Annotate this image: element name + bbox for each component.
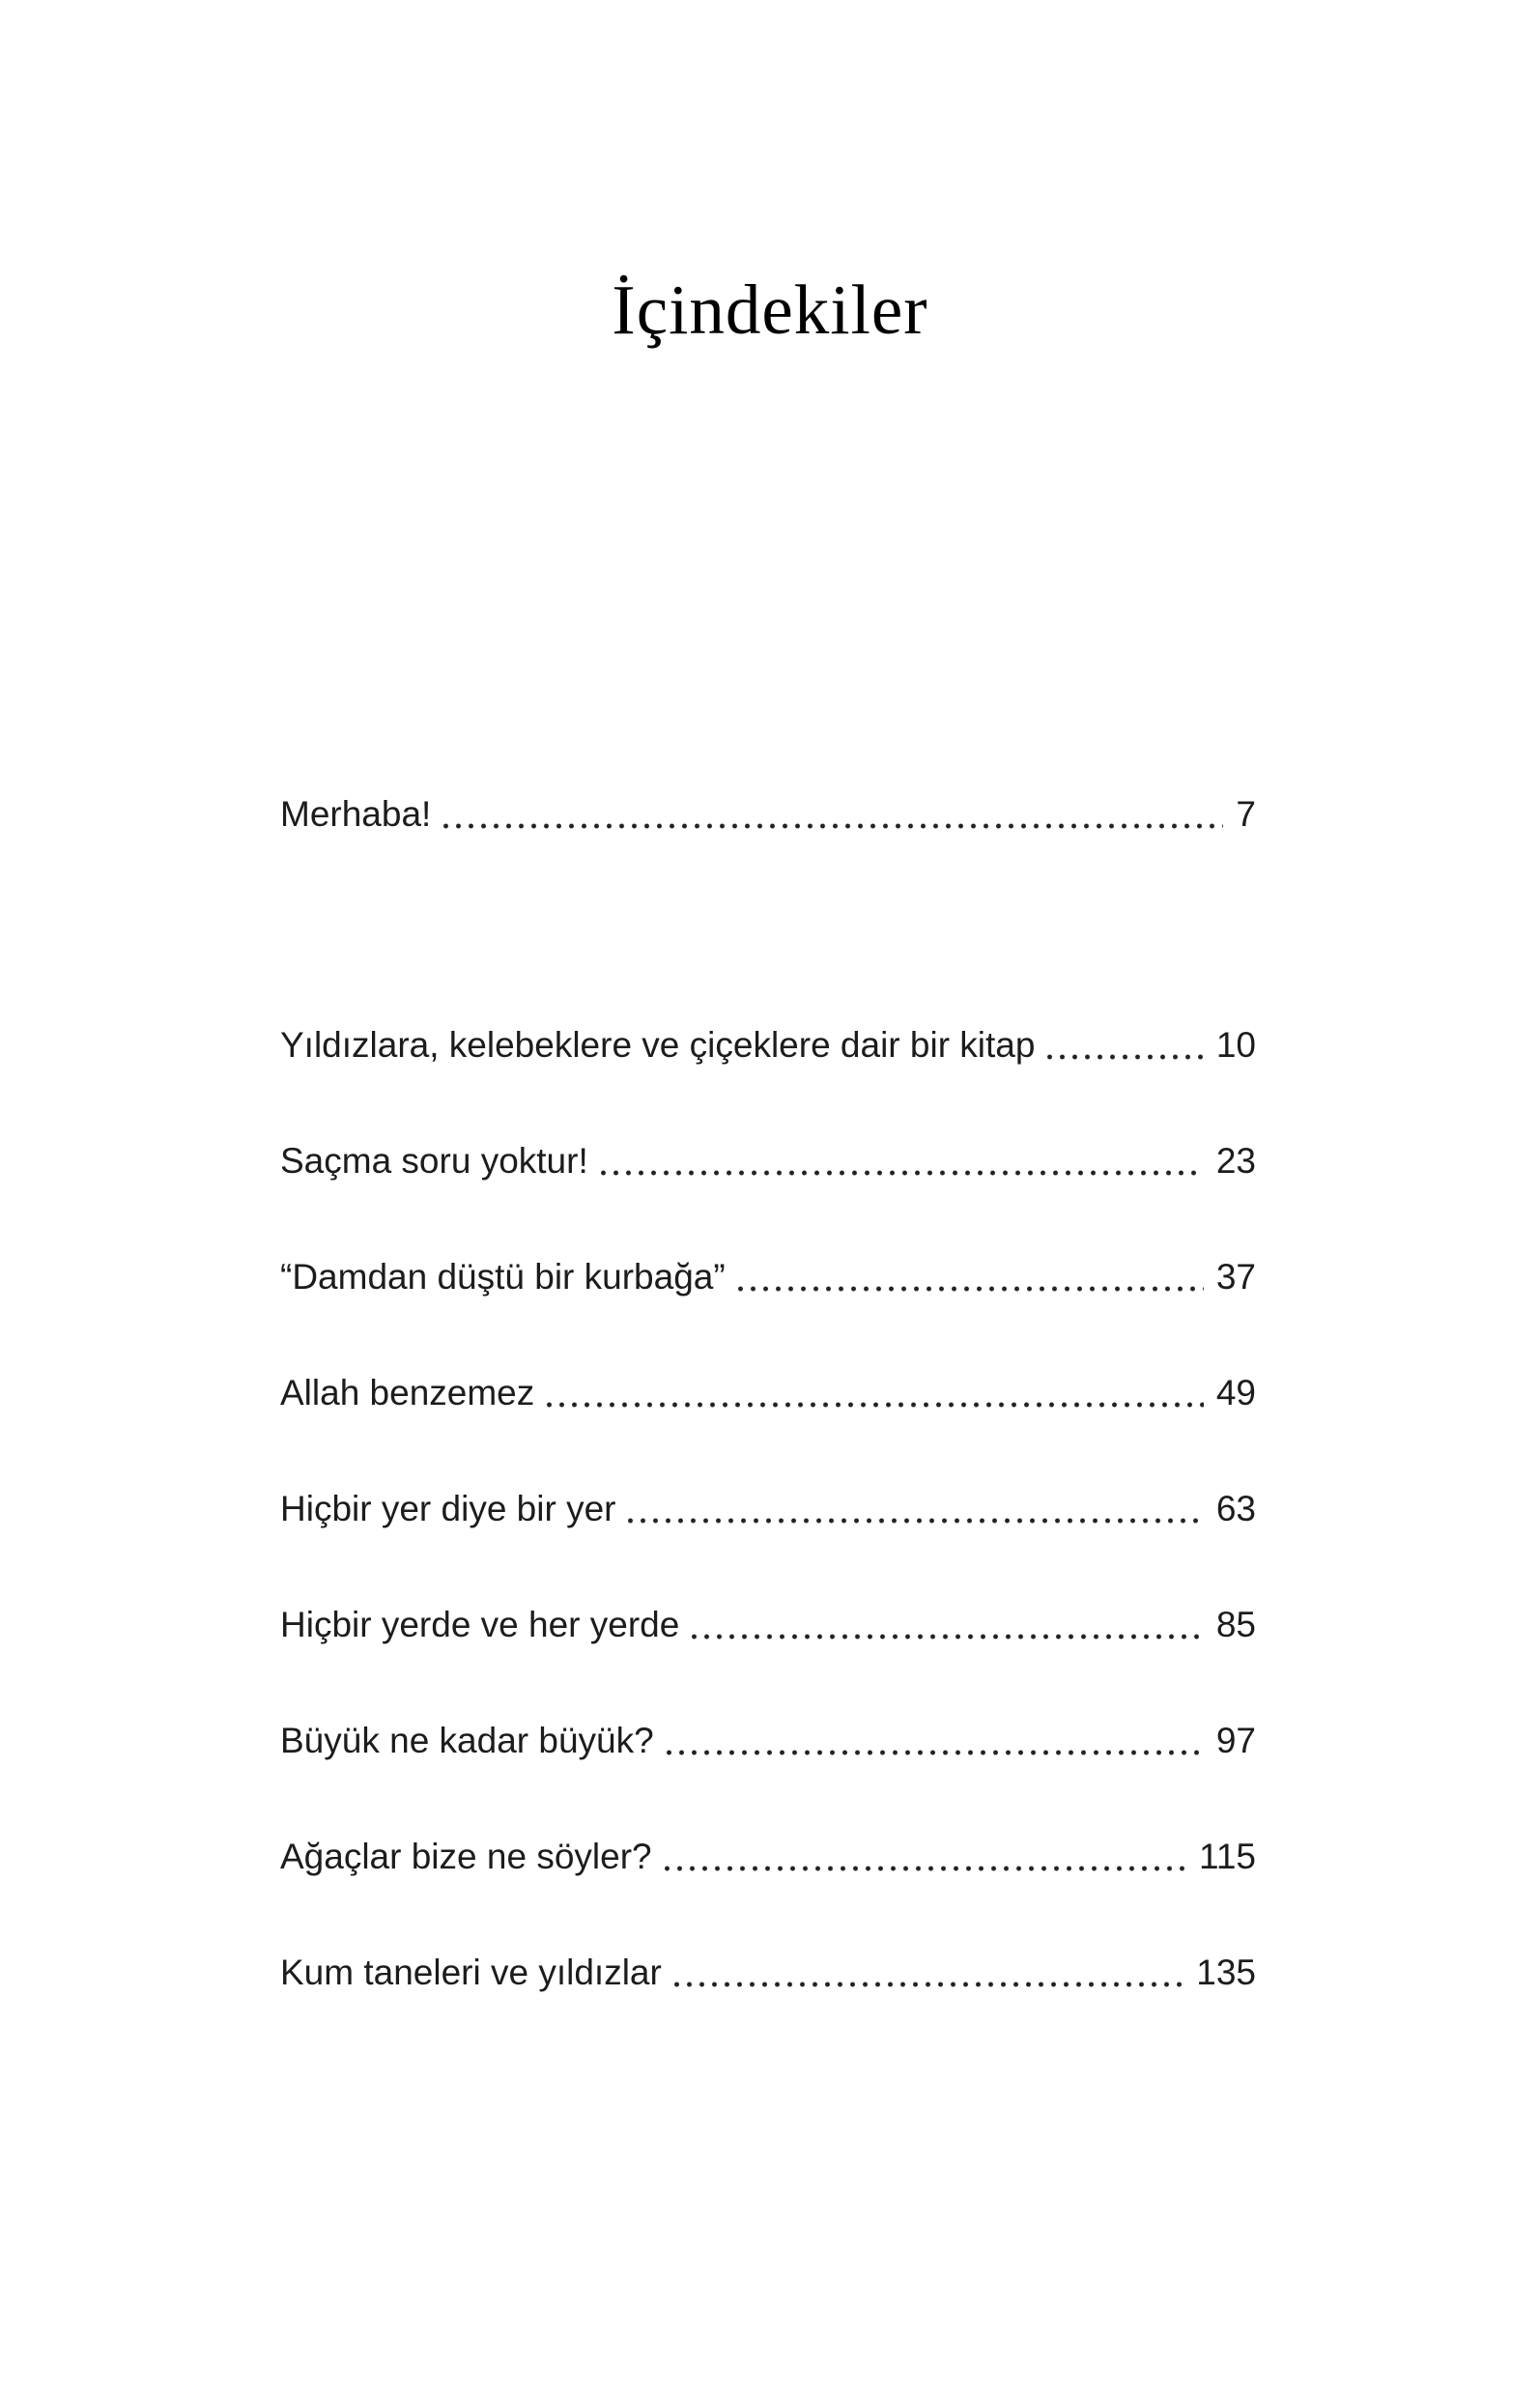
toc-entry-page-number: 23	[1215, 1141, 1256, 1181]
toc-entry-page-number: 37	[1215, 1257, 1256, 1297]
toc-entry	[280, 756, 1256, 872]
toc-entry-page-number: 97	[1215, 1721, 1256, 1760]
toc-entry-page-number: 49	[1215, 1373, 1256, 1412]
toc-entry-label: Yıldızlara, kelebeklere ve çiçeklere dair bir kitap	[280, 1025, 1036, 1065]
toc-entry-label: Kum taneleri ve yıldızlar	[280, 1953, 662, 1992]
toc-entry	[280, 1219, 1256, 1335]
toc-entry-label: Saçma soru yoktur!	[280, 1141, 588, 1181]
dot-leader	[663, 1683, 1204, 1799]
toc-entry	[280, 1799, 1256, 1915]
toc-entry	[280, 987, 1256, 1103]
toc-entry-label: Hiçbir yer diye bir yer	[280, 1489, 616, 1528]
dot-leader	[597, 1103, 1204, 1219]
dot-leader	[670, 1915, 1184, 2031]
dot-leader	[661, 1799, 1186, 1915]
dot-leader	[1043, 987, 1203, 1103]
toc-entry-label: Allah benzemez	[280, 1373, 535, 1412]
toc-entry-page-number: 115	[1199, 1837, 1256, 1876]
toc-entry	[280, 1103, 1256, 1219]
dot-leader	[688, 1567, 1204, 1683]
dot-leader	[440, 756, 1223, 872]
toc-entry-label: “Damdan düştü bir kurbağa”	[280, 1257, 726, 1297]
toc-entry-page-number: 135	[1196, 1953, 1256, 1992]
toc-entry	[280, 1915, 1256, 2031]
page-title: İçindekiler	[612, 271, 928, 349]
toc-entry	[280, 1335, 1256, 1451]
toc-entry-label: Büyük ne kadar büyük?	[280, 1721, 654, 1760]
dot-leader	[624, 1451, 1203, 1567]
toc-entry-label: Merhaba!	[280, 794, 432, 834]
toc-entry	[280, 1567, 1256, 1683]
toc-entry-label: Ağaçlar bize ne söyler?	[280, 1837, 652, 1876]
toc-entry-page-number: 85	[1215, 1605, 1256, 1644]
dot-leader	[543, 1335, 1204, 1451]
toc-list	[280, 756, 1256, 2031]
toc-entry-page-number: 10	[1215, 1025, 1256, 1065]
toc-entry-page-number: 7	[1236, 794, 1256, 834]
toc-entry-label: Hiçbir yerde ve her yerde	[280, 1605, 680, 1644]
dot-leader	[734, 1219, 1204, 1335]
toc-entry	[280, 1451, 1256, 1567]
toc-entry-page-number: 63	[1215, 1489, 1256, 1528]
toc-entry	[280, 1683, 1256, 1799]
